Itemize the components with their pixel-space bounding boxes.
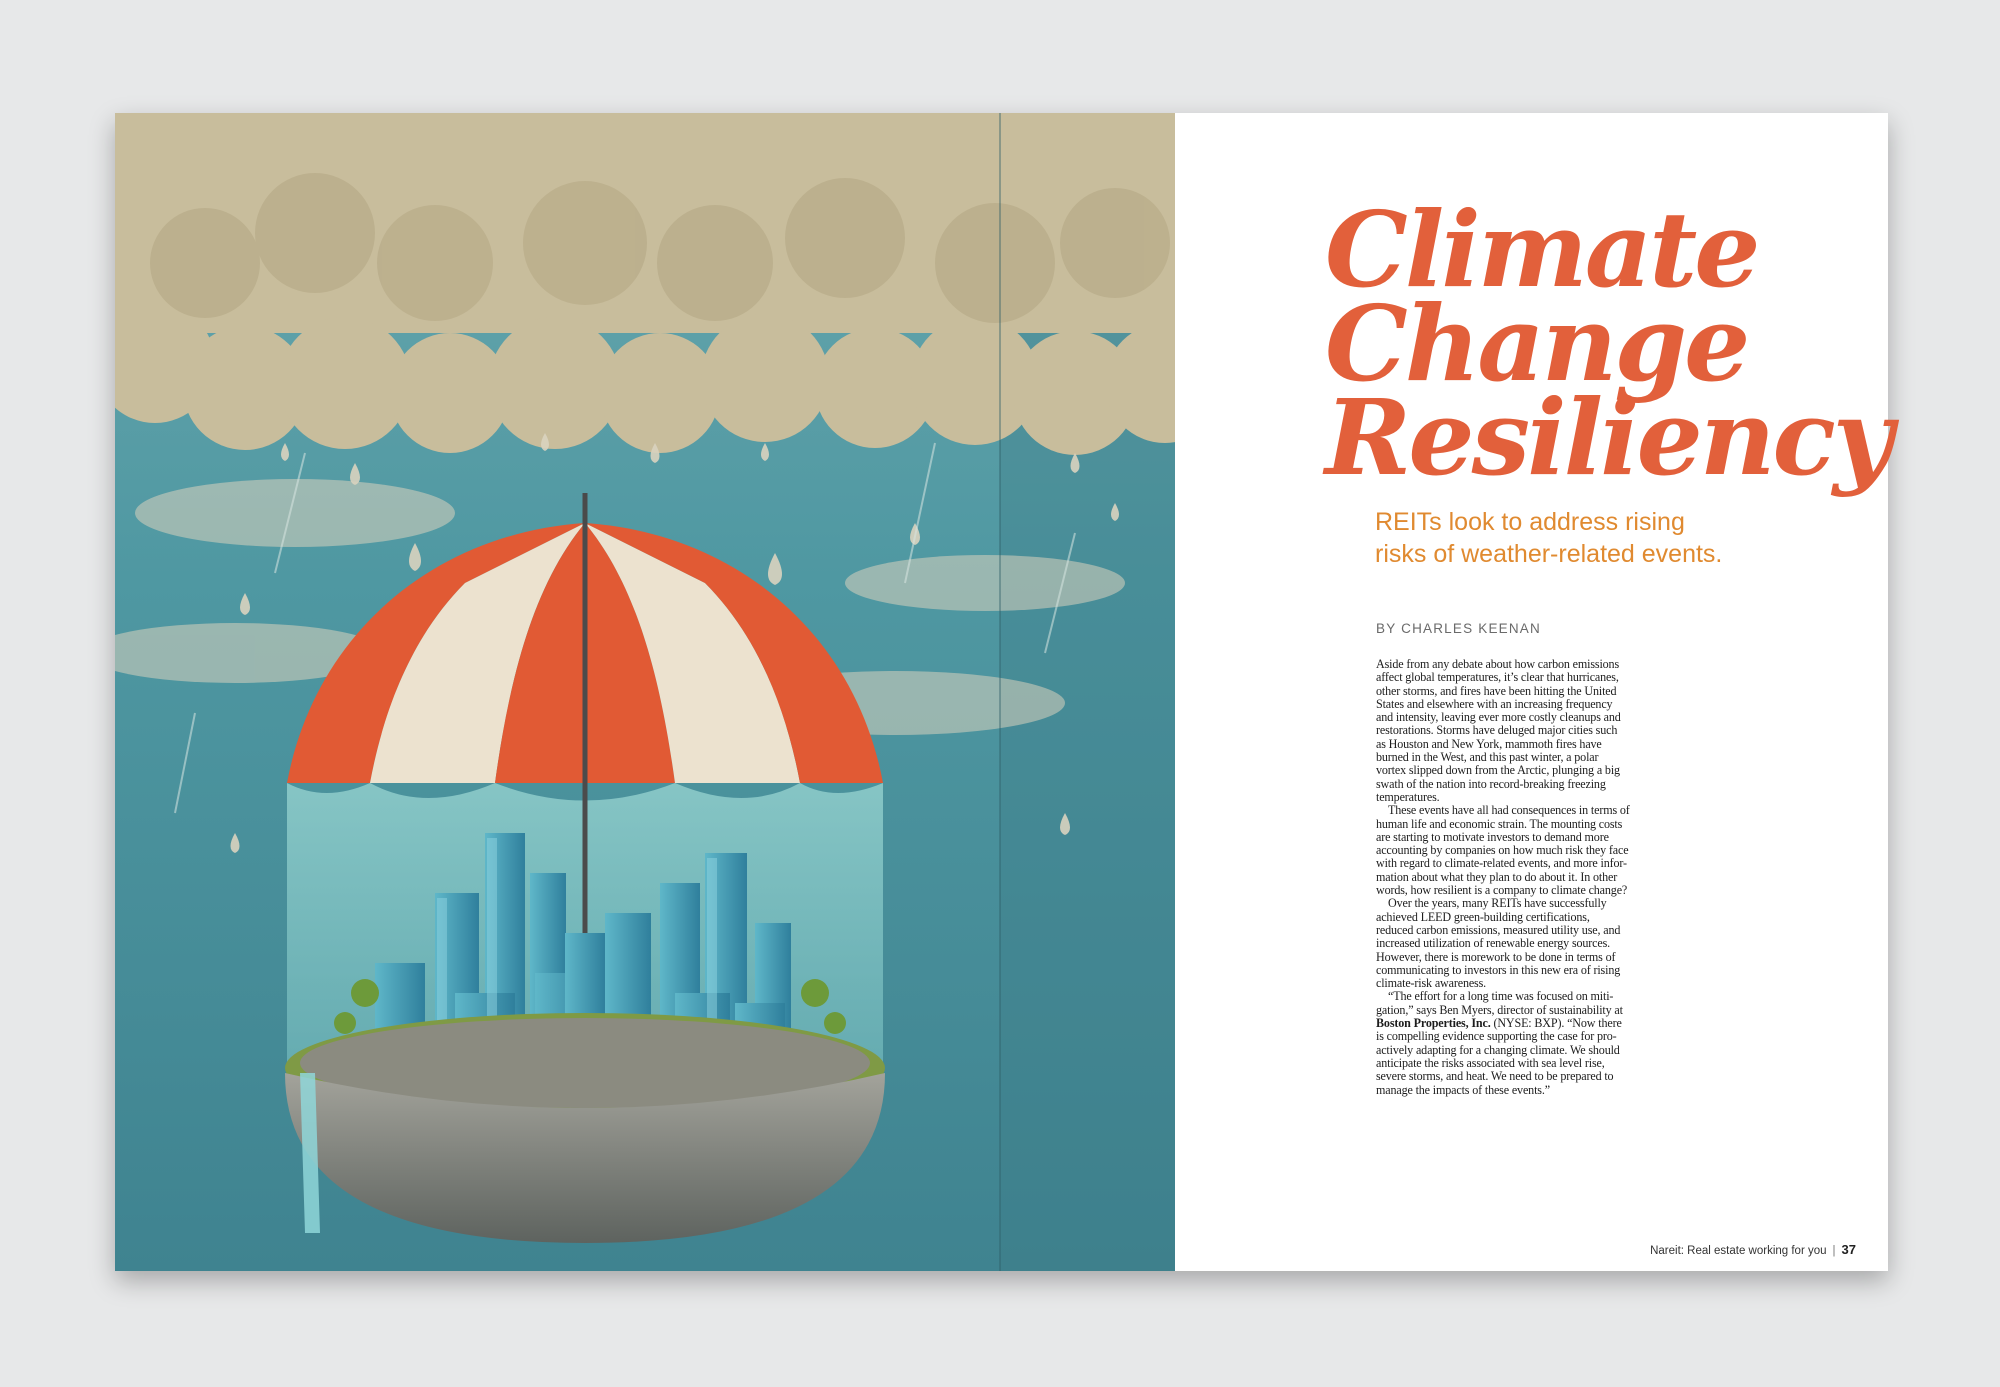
- article-page: [1175, 113, 1891, 1271]
- publication-name: Nareit: Real estate working for you: [1650, 1245, 1827, 1257]
- deck-line: risks of weather-related events.: [1375, 540, 1723, 568]
- body-line: These events have all had consequences in terms of: [1388, 803, 1630, 818]
- body-line: Aside from any debate about how carbon emissions: [1376, 657, 1620, 671]
- body-line: reduced carbon emissions, measured utility use, and: [1376, 922, 1621, 937]
- body-line: temperatures.: [1376, 789, 1440, 804]
- body-line: is compelling evidence supporting the case for pro-: [1376, 1029, 1617, 1044]
- page-number: 37: [1841, 1242, 1856, 1257]
- page-footer: [1650, 1242, 1856, 1257]
- company-ticker-text: (NYSE: BXP). “Now there: [1490, 1016, 1622, 1031]
- body-line: anticipate the risks associated with sea level rise,: [1376, 1055, 1605, 1070]
- body-line: are starting to motivate investors to demand more: [1376, 829, 1609, 844]
- body-line: accounting by companies on how much risk they face: [1376, 843, 1629, 858]
- footer-separator: |: [1832, 1245, 1836, 1257]
- body-line: States and elsewhere with an increasing frequency: [1376, 696, 1613, 711]
- body-line: increased utilization of renewable energy sources.: [1376, 936, 1611, 951]
- body-line: burned in the West, and this past winter, a polar: [1376, 750, 1599, 765]
- cover-illustration: [115, 113, 1175, 1271]
- body-line: actively adapting for a changing climate. We should: [1376, 1042, 1620, 1057]
- company-name: Boston Properties, Inc.: [1376, 1016, 1491, 1031]
- headline-line: Change: [1325, 282, 1748, 405]
- body-line: [1376, 1017, 1668, 1030]
- body-line: severe storms, and heat. We need to be prepared to: [1376, 1069, 1614, 1084]
- body-line: words, how resilient is a company to climate change?: [1376, 883, 1628, 898]
- body-line: human life and economic strain. The mounting costs: [1376, 816, 1623, 831]
- body-line: restorations. Storms have deluged major cities such: [1376, 723, 1618, 738]
- headline-line: Resiliency: [1325, 376, 1891, 499]
- paragraph-3: [1376, 897, 1668, 990]
- body-line: swath of the nation into record-breaking freezing: [1376, 776, 1606, 791]
- body-line: “The effort for a long time was focused on miti-: [1388, 989, 1614, 1004]
- body-line: gation,” says Ben Myers, director of sustainability at: [1376, 1002, 1623, 1017]
- paragraph-1: [1376, 658, 1668, 804]
- article-deck: [1375, 506, 1835, 570]
- deck-line: REITs look to address rising: [1375, 508, 1685, 536]
- paragraph-4: [1376, 990, 1668, 1096]
- body-line: achieved LEED green-building certifications,: [1376, 909, 1590, 924]
- article-headline: [1325, 188, 1891, 499]
- magazine-spread: [115, 113, 1891, 1271]
- body-line: mation about what they plan to do about it. In other: [1376, 869, 1618, 884]
- body-line: manage the impacts of these events.”: [1376, 1082, 1550, 1097]
- body-line: vortex slipped down from the Arctic, plunging a big: [1376, 763, 1620, 778]
- body-line: with regard to climate-related events, and more infor-: [1376, 856, 1627, 871]
- article-byline: BY CHARLES KEENAN: [1376, 621, 1541, 636]
- body-line: climate-risk awareness.: [1376, 976, 1487, 991]
- body-line: other storms, and fires have been hitting the United: [1376, 683, 1617, 698]
- body-line: and intensity, leaving ever more costly cleanups and: [1376, 710, 1621, 725]
- body-line: as Houston and New York, mammoth fires have: [1376, 736, 1602, 751]
- paragraph-2: [1376, 804, 1668, 897]
- body-line: Over the years, many REITs have successfully: [1388, 896, 1607, 911]
- body-line: However, there is morework to be done in terms of: [1376, 949, 1616, 964]
- body-line: affect global temperatures, it’s clear that hurricanes,: [1376, 670, 1619, 685]
- umbrella-city-icon: [115, 113, 1175, 1271]
- headline-line: Climate: [1325, 188, 1758, 311]
- article-body: [1376, 658, 1668, 1097]
- body-line: communicating to investors in this new era of rising: [1376, 962, 1621, 977]
